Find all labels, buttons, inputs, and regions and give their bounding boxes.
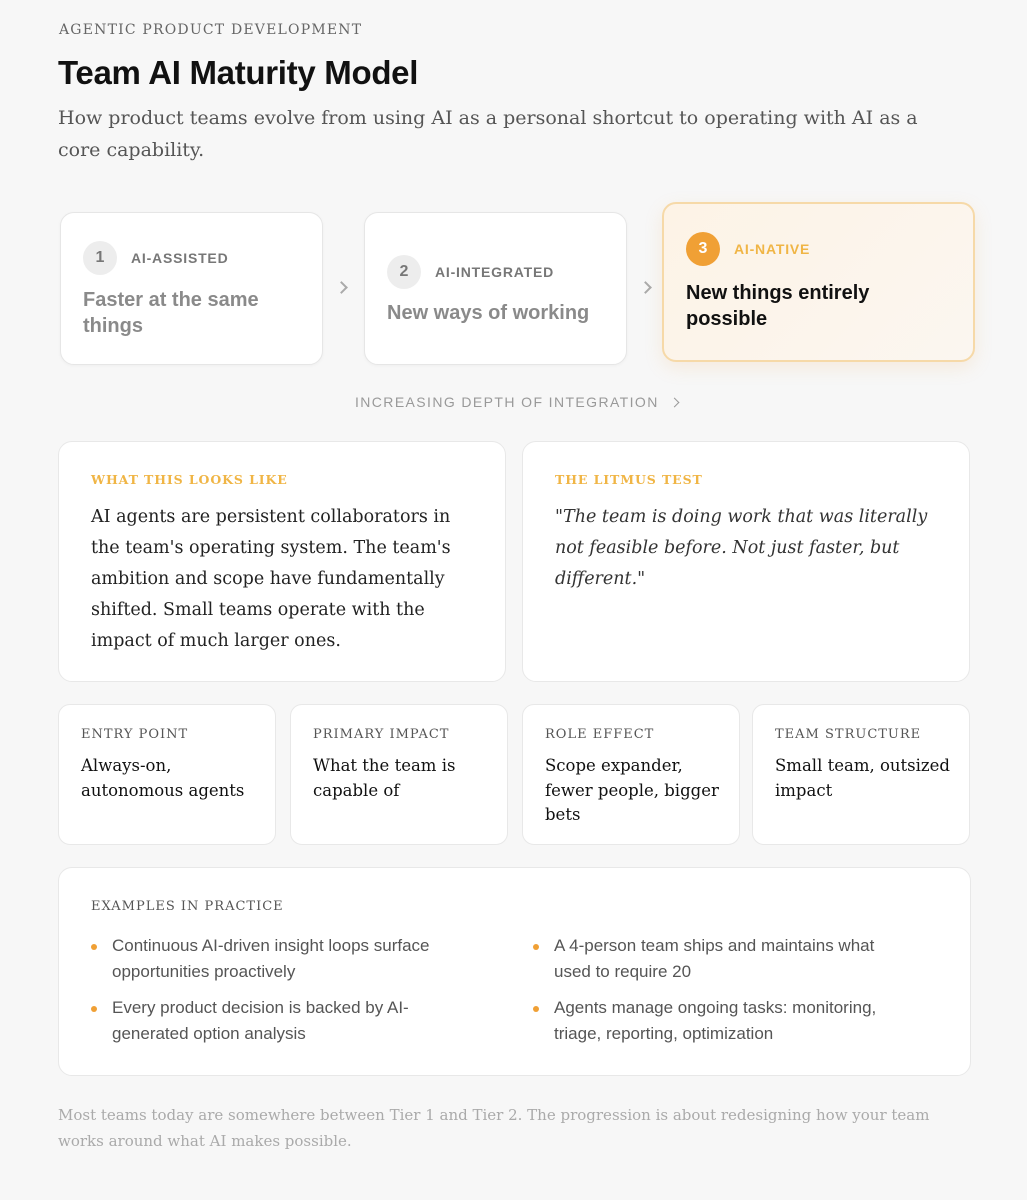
attribute-heading: PRIMARY IMPACT	[313, 727, 450, 742]
list-item-text: A 4-person team ships and maintains what used to require 20	[554, 936, 875, 981]
tier-number-badge: 1	[83, 241, 117, 275]
page-title: Team AI Maturity Model	[58, 54, 419, 91]
eyebrow: AGENTIC PRODUCT DEVELOPMENT	[59, 22, 363, 38]
team-structure-card	[752, 704, 970, 845]
tier-label: AI-INTEGRATED	[435, 264, 555, 280]
list-item-text: Agents manage ongoing tasks: monitoring, triage, reporting, optimization	[554, 998, 877, 1043]
tier-header	[83, 241, 228, 275]
axis-label-text: INCREASING DEPTH OF INTEGRATION	[355, 394, 659, 410]
bullet-dot-icon	[91, 944, 97, 950]
tier-card-ai-integrated	[364, 212, 627, 365]
bullet-dot-icon	[533, 1006, 539, 1012]
list-item-text: Continuous AI-driven insight loops surface opportunities proactively	[112, 936, 430, 981]
tier-number-badge: 2	[387, 255, 421, 289]
what-this-looks-like-panel	[58, 441, 506, 682]
tier-description: New things entirely possible	[686, 282, 870, 330]
role-effect-card	[522, 704, 740, 845]
attribute-heading: ENTRY POINT	[81, 727, 189, 742]
footnote: Most teams today are somewhere between Tier 1 and Tier 2. The progression is about redesigning how your team works around what AI makes possible.	[58, 1106, 930, 1150]
list-item-text: Every product decision is backed by AI-generated option analysis	[112, 998, 409, 1043]
page-subtitle: How product teams evolve from using AI as a personal shortcut to operating with AI as a core capability.	[58, 107, 918, 161]
bullet-dot-icon	[91, 1006, 97, 1012]
list-item	[91, 933, 471, 985]
panel-heading: WHAT THIS LOOKS LIKE	[91, 472, 288, 487]
chevron-right-icon	[335, 281, 348, 294]
tier-header	[387, 255, 554, 289]
entry-point-card	[58, 704, 276, 845]
panel-heading: THE LITMUS TEST	[555, 472, 703, 487]
panel-body: AI agents are persistent collaborators in the team's operating system. The team's ambition and scope have fundamentally shifted. Small teams operate with the impact of much larger ones.	[91, 507, 451, 651]
tier-description: Faster at the same things	[83, 289, 259, 337]
chevron-right-icon	[669, 397, 679, 407]
attribute-heading: TEAM STRUCTURE	[775, 727, 922, 742]
panel-heading: EXAMPLES IN PRACTICE	[91, 899, 284, 914]
attribute-heading: ROLE EFFECT	[545, 727, 655, 742]
chevron-right-icon	[639, 281, 652, 294]
attribute-value: Small team, outsized impact	[775, 756, 950, 800]
litmus-quote: "The team is doing work that was literally not feasible before. Not just faster, but different."	[555, 507, 928, 589]
tier-card-ai-assisted	[60, 212, 323, 365]
attribute-value: Always-on, autonomous agents	[81, 756, 245, 800]
list-item	[533, 933, 913, 985]
attribute-value: What the team is capable of	[313, 756, 456, 800]
tier-number-badge: 3	[686, 232, 720, 266]
tier-label: AI-ASSISTED	[131, 250, 229, 266]
examples-in-practice-panel	[58, 867, 971, 1076]
tier-description: New ways of working	[387, 302, 590, 324]
tier-header	[686, 232, 810, 266]
bullet-dot-icon	[533, 944, 539, 950]
tier-card-ai-native	[662, 202, 975, 362]
tier-label: AI-NATIVE	[734, 241, 811, 257]
attribute-value: Scope expander, fewer people, bigger bets	[545, 756, 719, 824]
list-item	[91, 995, 471, 1047]
list-item	[533, 995, 913, 1047]
primary-impact-card	[290, 704, 508, 845]
litmus-test-panel	[522, 441, 970, 682]
integration-axis-label	[355, 394, 678, 410]
